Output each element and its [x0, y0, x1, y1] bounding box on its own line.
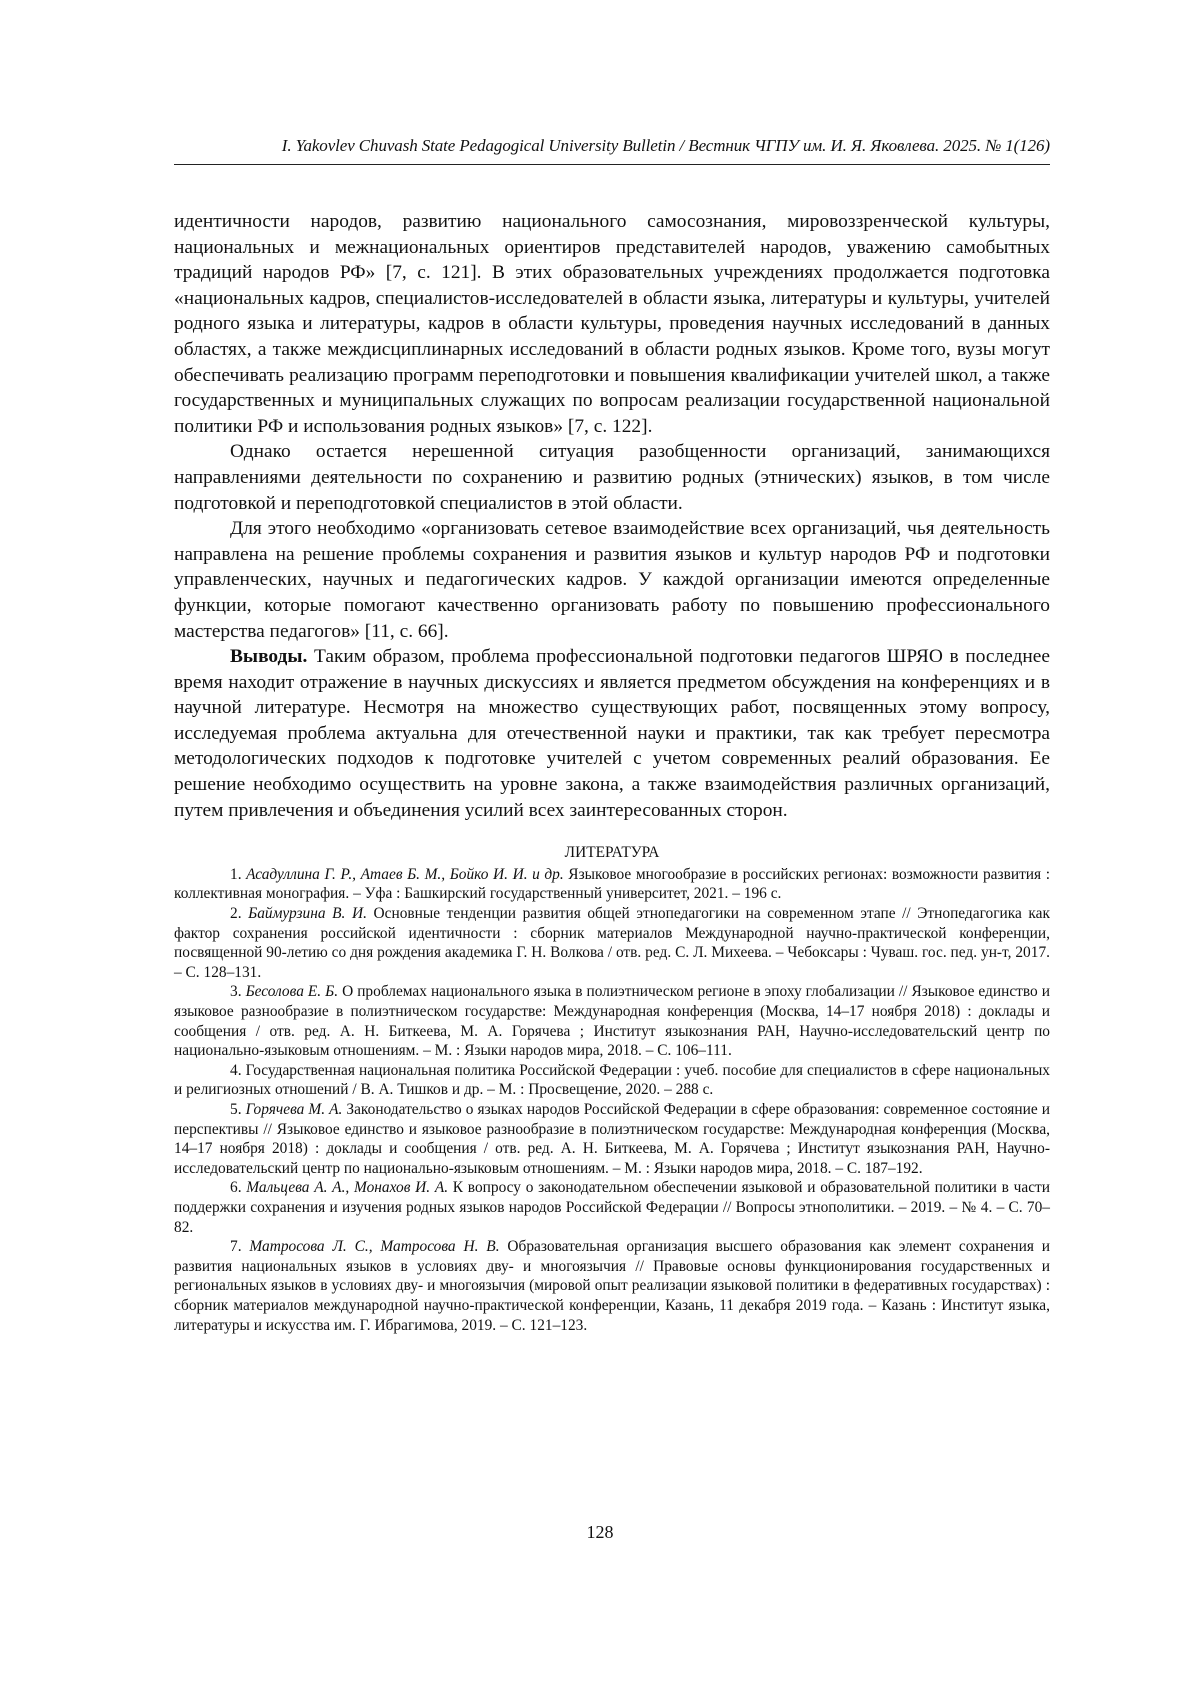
- reference-text: Языковое многообразие в российских регионах: возможности развития : коллективная монография. – Уфа : Башкирский государственный университет, 2021. – 196 с.: [174, 865, 1050, 903]
- reference-authors: Бесолова Е. Б.: [245, 983, 339, 1001]
- reference-authors: Матросова Л. С., Матросова Н. В.: [249, 1238, 500, 1256]
- reference-text: К вопросу о законодательном обеспечении языковой и образовательной политики в части поддержки сохранения и изучения родных языков народов Российской Федерации // Вопросы этнополитики. – 2019. – № 4. – С. 70–82.: [174, 1179, 1050, 1236]
- page-number: 128: [586, 1522, 614, 1542]
- reference-text: Основные тенденции развития общей этнопедагогики на современном этапе // Этнопедагогика как фактор сохранения российской идентичности : сборник материалов Международной научно-практической конференции, посвященной 90-летию со дня рождения академика Г. Н. Волкова / отв. ред. С. Л. Михеева. – Чебоксары : Чуваш. гос. пед. ун-т, 2017. – С. 128–131.: [174, 905, 1050, 981]
- paragraph-text: Для этого необходимо «организовать сетевое взаимодействие всех организаций, чья деятельность направлена на решение проблемы сохранения и развития языков и культур народов РФ и подготовки управленческих, научных и педагогических кадров. У каждой организации имеются определенные функции, которые помогают качественно организовать работу по повышению профессионального мастерства педагогов» [11, с. 66].: [174, 518, 1050, 642]
- reference-number: 7.: [230, 1238, 242, 1256]
- paragraph-text: Таким образом, проблема профессиональной подготовки педагогов ШРЯО в последнее время находит отражение в научных дискуссиях и является предметом обсуждения на конференциях и в научной литературе. Несмотря на множество существующих работ, посвященных этому вопросу, исследуемая проблема актуальна для отечественной науки и практики, так как требует пересмотра методологических подходов к подготовке учителей с учетом современных реалий образования. Ее решение необходимо осуществить на уровне закона, а также взаимодействия различных организаций, путем привлечения и объединения усилий всех заинтересованных сторон.: [174, 646, 1050, 821]
- reference-item: [174, 1237, 1050, 1335]
- reference-authors: Мальцева А. А., Монахов И. А.: [246, 1179, 449, 1197]
- body-paragraph: [174, 439, 1050, 516]
- reference-number: 5.: [230, 1100, 242, 1118]
- reference-item: [174, 982, 1050, 1060]
- conclusions-lead: Выводы.: [230, 646, 308, 668]
- reference-item: [174, 904, 1050, 982]
- article-body: [174, 209, 1050, 823]
- reference-number: 4.: [230, 1061, 242, 1079]
- reference-item: [174, 865, 1050, 904]
- paragraph-text: Однако остается нерешенной ситуация разобщенности организаций, занимающихся направлениями деятельности по сохранению и развитию родных (этнических) языков, в том числе подготовкой и переподготовкой специалистов в этой области.: [174, 441, 1050, 514]
- references-section: [174, 843, 1050, 1335]
- reference-text: Законодательство о языках народов Российской Федерации в сфере образования: современное состояние и перспективы // Языковое единство и языковое разнообразие в полиэтническом государстве: Международная конференция (Москва, 14–17 ноября 2018) : доклады и сообщения / отв. ред. А. Н. Биткеева, М. А. Горячева ; Институт языкознания РАН, Научно-исследовательский центр по национально-языковым отношениям. – М. : Языки народов мира, 2018. – С. 187–192.: [174, 1100, 1050, 1177]
- references-heading: ЛИТЕРАТУРА: [564, 844, 660, 862]
- body-paragraph: [174, 516, 1050, 644]
- reference-item: [174, 1178, 1050, 1237]
- reference-number: 3.: [230, 983, 242, 1001]
- conclusions-paragraph: [174, 644, 1050, 823]
- reference-number: 1.: [230, 865, 242, 883]
- reference-text: Образовательная организация высшего образования как элемент сохранения и развития национальных языков в условиях дву- и многоязычия // Правовые основы функционирования государственных и региональных языков в условиях дву- и многоязычия (мировой опыт реализации языковой политики в федеративных государствах) : сборник материалов международной научно-практической конференции, Казань, 11 декабря 2019 года. – Казань : Институт языка, литературы и искусства им. Г. Ибрагимова, 2019. – С. 121–123.: [174, 1238, 1050, 1334]
- reference-item: [174, 1100, 1050, 1178]
- running-head: I. Yakovlev Chuvash State Pedagogical University Bulletin / Вестник ЧГПУ им. И. Я. Яковлева. 2025. № 1(126): [174, 136, 1050, 165]
- reference-item: [174, 1061, 1050, 1100]
- reference-text: Государственная национальная политика Российской Федерации : учеб. пособие для специалистов в сфере национальных и религиозных отношений / В. А. Тишков и др. – М. : Просвещение, 2020. – 288 с.: [174, 1061, 1050, 1099]
- reference-authors: Горячева М. А.: [245, 1100, 343, 1118]
- page: [174, 136, 1050, 1335]
- reference-number: 2.: [230, 905, 242, 923]
- reference-text: О проблемах национального языка в полиэтническом регионе в эпоху глобализации // Языковое единство и языковое разнообразие в полиэтническом государстве: Международная конференция (Москва, 14–17 ноября 2018) : доклады и сообщения / отв. ред. А. Н. Биткеева, М. А. Горячева ; Институт языкознания РАН, Научно-исследовательский центр по национально-языковым отношениям. – М. : Языки народов мира, 2018. – С. 106–111.: [174, 983, 1050, 1060]
- body-paragraph: [174, 209, 1050, 439]
- reference-authors: Асадуллина Г. Р., Атаев Б. М., Бойко И. И. и др.: [246, 865, 564, 883]
- reference-authors: Баймурзина В. И.: [248, 905, 367, 923]
- paragraph-text: идентичности народов, развитию национального самосознания, мировоззренческой культуры, национальных и межнациональных ориентиров представителей народов, уважению самобытных традиций народов РФ» [7, с. 121]. В этих образовательных учреждениях продолжается подготовка «национальных кадров, специалистов-исследователей в области языка, литературы и культуры, учителей родного языка и литературы, кадров в области культуры, проведения научных исследований в данных областях, а также междисциплинарных исследований в области родных языков. Кроме того, вузы могут обеспечивать реализацию программ переподготовки и повышения квалификации учителей школ, а также государственных и муниципальных служащих по вопросам реализации государственной национальной политики РФ и использования родных языков» [7, с. 122].: [174, 211, 1050, 437]
- reference-number: 6.: [230, 1179, 242, 1197]
